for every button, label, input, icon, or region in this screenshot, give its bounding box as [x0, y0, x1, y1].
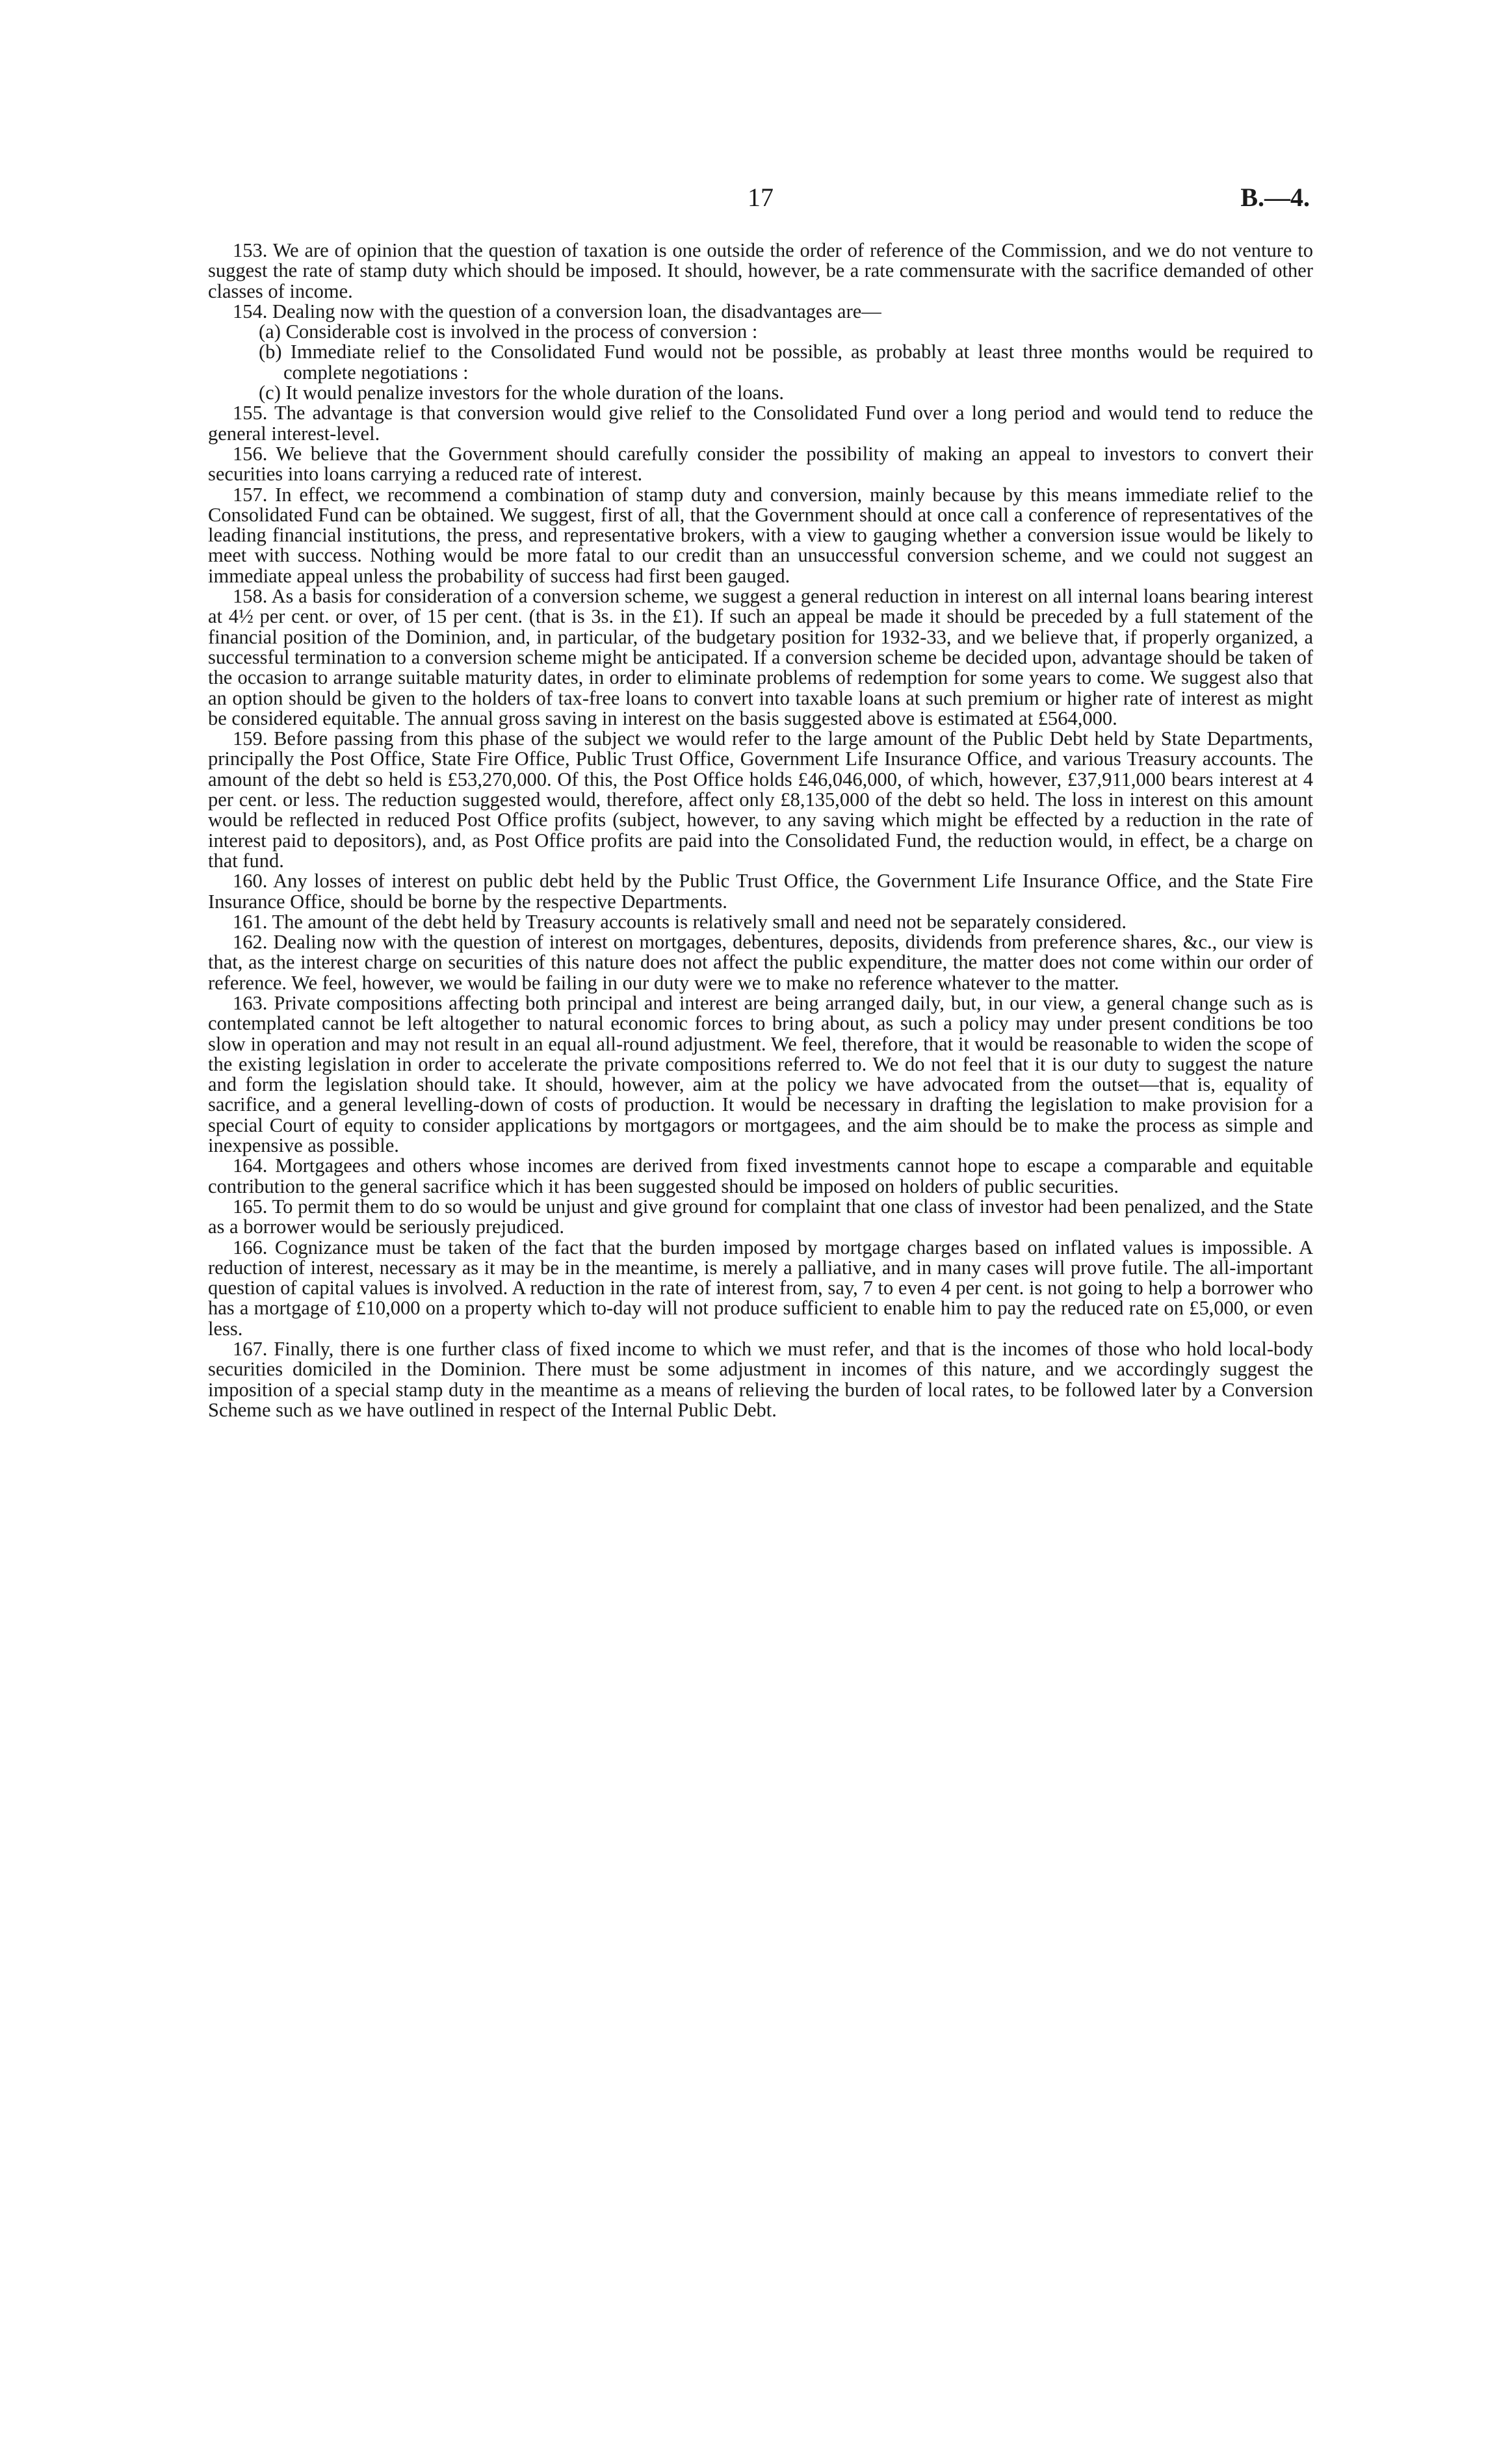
paragraph-number: 159. — [233, 727, 268, 750]
paragraph-text: Private compositions affecting both principal and interest are being arranged daily, but, in our view, a general change such as is contemplated cannot be left altogether to natural economic forces to bring about, as such a policy may under present conditions be too slow in operation and may not result in an equal all-round adjustment. We feel, therefore, that it would be reasonable to widen the scope of the existing legislation in order to accelerate the private compositions referred to. We do not feel that it is our duty to suggest the nature and form the legislation should take. It should, however, aim at the policy we have advocated from the outset—that is, equality of sacrifice, and a general levelling-down of costs of production. It would be necessary in drafting the legislation to make provision for a special Court of equity to consider applications by mortgagors or mortgagees, and the aim should be to make the process as simple and inexpensive as possible. — [208, 991, 1313, 1157]
paragraph-160 — [208, 871, 1313, 912]
paragraph-text: As a basis for consideration of a conversion scheme, we suggest a general reduction in interest on all internal loans bearing interest at 4½ per cent. or over, of 15 per cent. (that is 3s. in the £1). If such an appeal be made it should be preceded by a full statement of the financial position of the Dominion, and, in particular, of the budgetary position for 1932-33, and we believe that, if properly organized, a successful termination to a conversion scheme might be anticipated. If a conversion scheme be decided upon, advantage should be taken of the occasion to arrange suitable maturity dates, in order to eliminate problems of redemption for some years to come. We suggest also that an option should be given to the holders of tax-free loans to convert into taxable loans at such premium or higher rate of interest as might be considered equitable. The annual gross saving in interest on the basis suggested above is estimated at £564,000. — [208, 585, 1313, 729]
list-text: It would penalize investors for the whole duration of the loans. — [285, 382, 785, 404]
paragraph-number: 167. — [233, 1338, 268, 1361]
list-label: (c) — [259, 382, 281, 404]
paragraph-161 — [208, 912, 1313, 932]
paragraph-154 — [208, 302, 1313, 322]
paragraph-text: The advantage is that conversion would give relief to the Consolidated Fund over a long period and would tend to reduce the general interest-level. — [208, 402, 1314, 445]
disadvantage-c — [259, 383, 1313, 403]
list-label: (b) — [259, 341, 282, 363]
paragraph-text: Any losses of interest on public debt held by the Public Trust Office, the Government Life Insurance Office, and the State Fire Insurance Office, should be borne by the respective Departments. — [208, 870, 1313, 913]
paragraph-166 — [208, 1238, 1313, 1339]
page-header — [208, 182, 1313, 221]
document-page — [208, 182, 1313, 1420]
paragraph-162 — [208, 932, 1313, 993]
list-label: (a) — [259, 320, 281, 343]
disadvantage-a — [259, 322, 1313, 342]
paragraph-text: Mortgagees and others whose incomes are derived from fixed investments cannot hope to escape a comparable and equitable contribution to the general sacrifice which it has been suggested should be imposed on holders of public securities. — [208, 1154, 1313, 1197]
paragraph-number: 164. — [233, 1154, 268, 1177]
paragraph-164 — [208, 1156, 1313, 1197]
paragraph-number: 163. — [233, 991, 268, 1014]
paragraph-text: Dealing now with the question of a conversion loan, the disadvantages are— — [272, 300, 881, 322]
paragraph-163 — [208, 993, 1313, 1156]
list-text: Considerable cost is involved in the process of conversion : — [285, 320, 758, 343]
paragraph-number: 165. — [233, 1195, 268, 1218]
paragraph-text: Cognizance must be taken of the fact that the burden imposed by mortgage charges based on inflated values is impossible. A reduction of interest, necessary as it may be in the meantime, is merely a palliative, and in many cases will prove futile. The all-important question of capital values is involved. A reduction in the rate of interest from, say, 7 to even 4 per cent. is not going to help a borrower who has a mortgage of £10,000 on a property which to-day will not produce sufficient to enable him to pay the reduced rate on £5,000, or even less. — [208, 1236, 1313, 1340]
paragraph-number: 162. — [233, 931, 268, 954]
paragraph-157 — [208, 485, 1313, 586]
paragraph-number: 155. — [233, 402, 268, 424]
paragraph-text: Finally, there is one further class of fixed income to which we must refer, and that is the incomes of those who hold local-body securities domiciled in the Dominion. There must be some adjustment in incomes of this nature, and we accordingly suggest the imposition of a special stamp duty in the meantime as a means of relieving the burden of local rates, to be followed later by a Conversion Scheme such as we have outlined in respect of the Internal Public Debt. — [208, 1338, 1314, 1421]
paragraph-text: In effect, we recommend a combination of stamp duty and conversion, mainly because by this means immediate relief to the Consolidated Fund can be obtained. We suggest, first of all, that the Government should at once call a conference of representatives of the leading financial institutions, the press, and representative brokers, with a view to gauging whether a conversion issue would be likely to meet with success. Nothing would be more fatal to our credit than an unsuccessful conversion scheme, and we could not suggest an immediate appeal unless the probability of success had first been gauged. — [208, 483, 1314, 587]
paragraph-number: 160. — [233, 870, 268, 893]
paragraph-text: To permit them to do so would be unjust and give ground for complaint that one class of investor had been penalized, and the State as a borrower would be seriously prejudiced. — [208, 1195, 1314, 1238]
list-text: Immediate relief to the Consolidated Fund would not be possible, as probably at least three months would be required to complete negotiations : — [283, 341, 1314, 384]
paragraph-159 — [208, 729, 1313, 871]
paragraph-167 — [208, 1339, 1313, 1420]
paragraph-158 — [208, 586, 1313, 729]
page-number: 17 — [748, 183, 774, 212]
document-reference: B.—4. — [1240, 183, 1310, 212]
paragraph-155 — [208, 403, 1313, 444]
paragraph-text: Before passing from this phase of the subject we would refer to the large amount of the Public Debt held by State Departments, principally the Post Office, State Fire Office, Public Trust Office, Government Life Insurance Office, and various Treasury accounts. The amount of the debt so held is £53,270,000. Of this, the Post Office holds £46,046,000, of which, however, £37,911,000 bears interest at 4 per cent. or less. The reduction suggested would, therefore, affect only £8,135,000 of the debt so held. The loss in interest on this amount would be reflected in reduced Post Office profits (subject, however, to any saving which might be effected by a reduction in the rate of interest paid to depositors), and, as Post Office profits are paid into the Consolidated Fund, the reduction would, in effect, be a charge on that fund. — [208, 727, 1314, 872]
paragraph-165 — [208, 1197, 1313, 1238]
paragraph-text: We are of opinion that the question of taxation is one outside the order of reference of the Commission, and we do not venture to suggest the rate of stamp duty which should be imposed. It should, however, be a rate commensurate with the sacrifice demanded of other classes of income. — [208, 239, 1313, 302]
paragraph-number: 156. — [233, 442, 268, 465]
paragraph-number: 157. — [233, 483, 268, 506]
paragraph-153 — [208, 241, 1313, 302]
paragraph-text: The amount of the debt held by Treasury accounts is relatively small and need not be separately considered. — [272, 910, 1127, 933]
paragraph-text: We believe that the Government should carefully consider the possibility of making an appeal to investors to convert their securities into loans carrying a reduced rate of interest. — [208, 442, 1314, 486]
paragraph-number: 161. — [233, 910, 268, 933]
paragraph-number: 158. — [233, 585, 268, 608]
paragraph-156 — [208, 444, 1313, 485]
paragraph-number: 166. — [233, 1236, 268, 1258]
paragraph-text: Dealing now with the question of interest on mortgages, debentures, deposits, dividends from preference shares, &c., our view is that, as the interest charge on securities of this nature does not affect the public expenditure, the matter does not come within our order of reference. We feel, however, we would be failing in our duty were we to make no reference whatever to the matter. — [208, 931, 1314, 994]
paragraph-number: 153. — [233, 239, 268, 261]
disadvantage-b — [259, 342, 1313, 383]
paragraph-number: 154. — [233, 300, 268, 322]
